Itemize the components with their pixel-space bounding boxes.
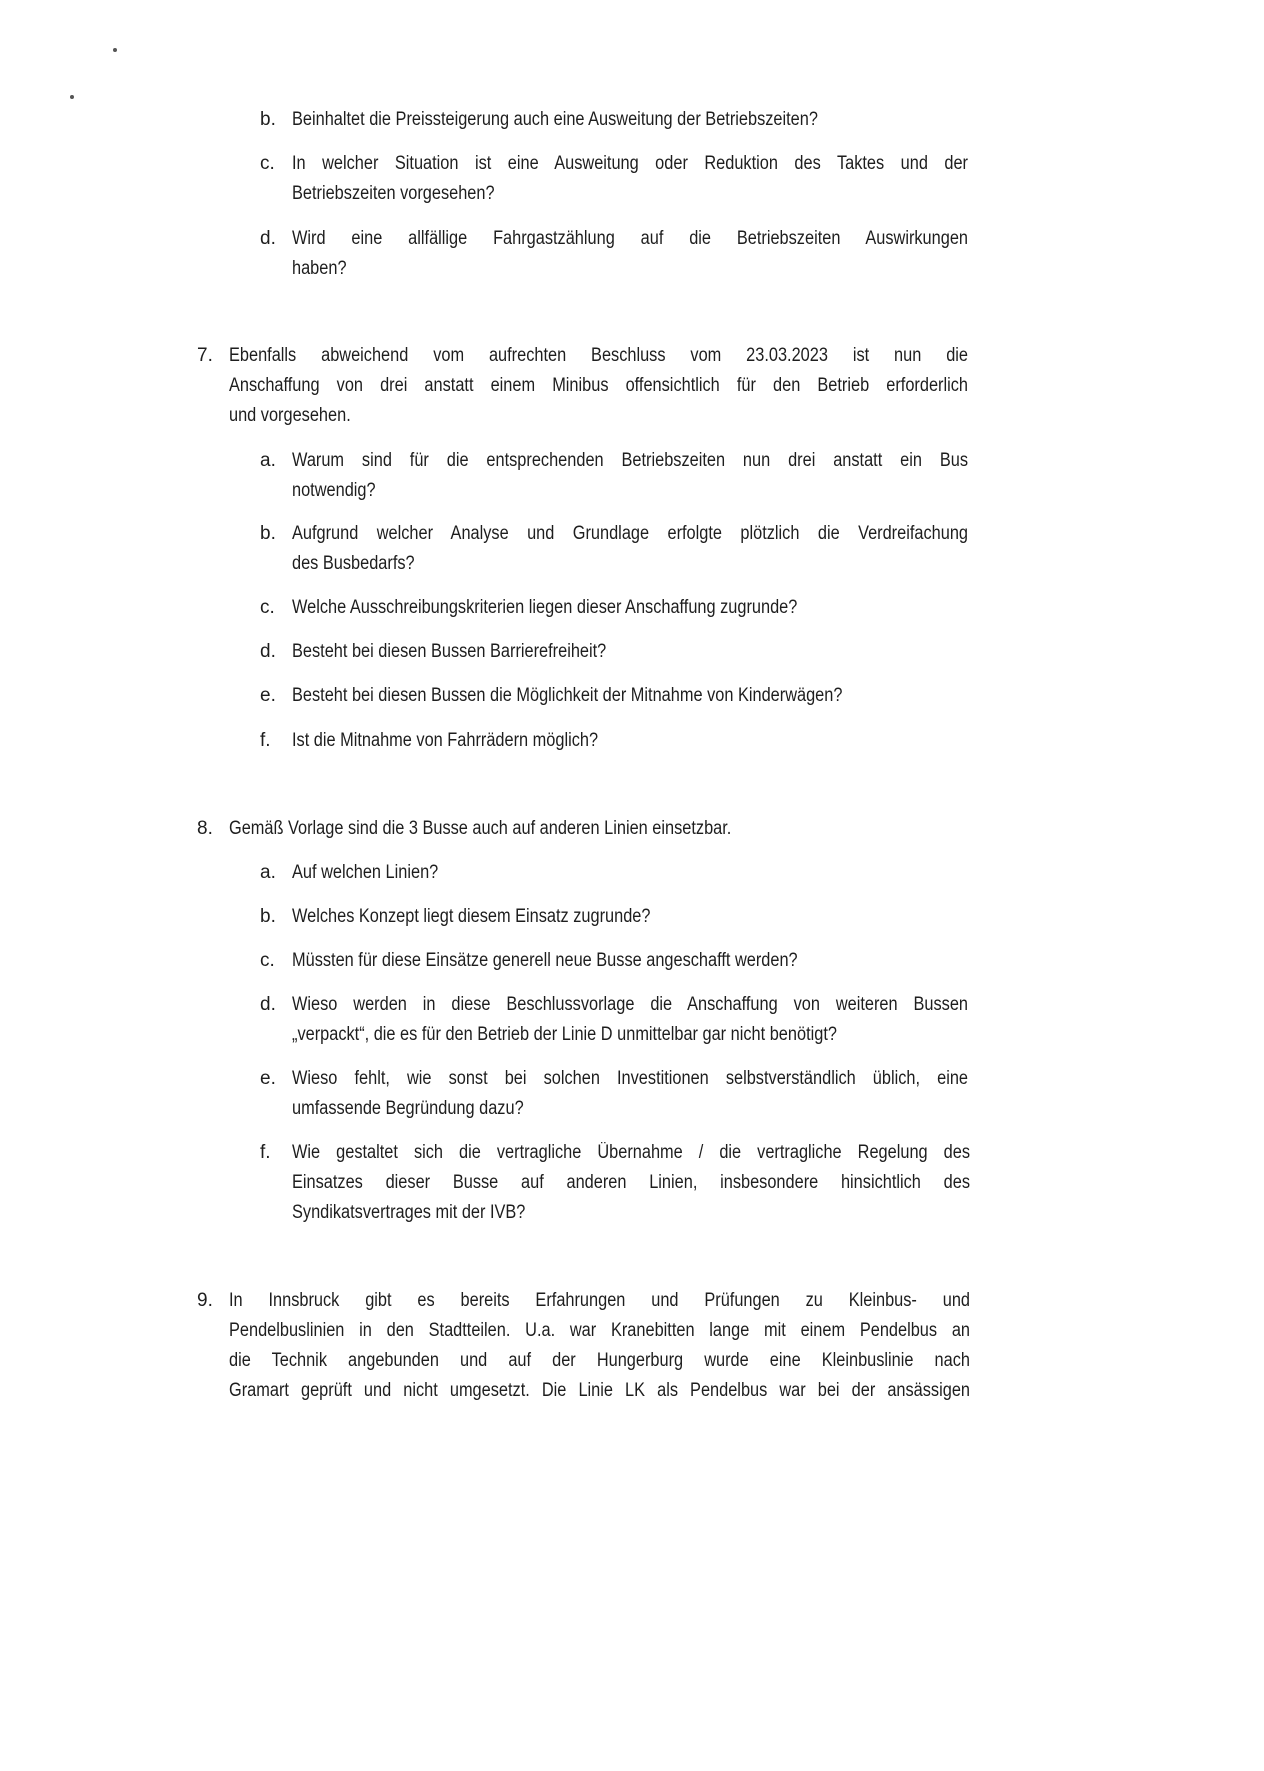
sub-text: Wieso werden in diese Beschlussvorlage die Anschaffung von weiteren Bussen — [292, 994, 969, 1015]
sub-letter: a. — [260, 862, 276, 883]
sub-letter: e. — [260, 1068, 276, 1089]
sub-text: notwendig? — [292, 480, 376, 501]
sub-letter: a. — [260, 450, 276, 471]
scan-speck — [113, 48, 117, 52]
scan-speck — [70, 95, 74, 99]
sub-text: Syndikatsvertrages mit der IVB? — [292, 1202, 526, 1223]
item-text: Pendelbuslinien in den Stadtteilen. U.a. war Kranebitten lange mit einem Pendelbus an — [229, 1320, 970, 1341]
sub-text: Welches Konzept liegt diesem Einsatz zugrunde? — [292, 906, 651, 927]
item-text: Gramart geprüft und nicht umgesetzt. Die Linie LK als Pendelbus war bei der ansässigen — [229, 1380, 970, 1401]
sub-text: des Busbedarfs? — [292, 553, 415, 574]
sub-letter: c. — [260, 597, 275, 618]
sub-letter: e. — [260, 685, 276, 706]
sub-text: Wie gestaltet sich die vertragliche Übernahme / die vertragliche Regelung des — [292, 1142, 971, 1163]
sub-letter: c. — [260, 950, 275, 971]
item-text: Anschaffung von drei anstatt einem Minibus offensichtlich für den Betrieb erforderlich — [229, 375, 968, 396]
item-text: Gemäß Vorlage sind die 3 Busse auch auf anderen Linien einsetzbar. — [229, 818, 732, 839]
sub-text: Einsatzes dieser Busse auf anderen Linien, insbesondere hinsichtlich des — [292, 1172, 970, 1193]
sub-letter: f. — [260, 1142, 271, 1163]
sub-text: Besteht bei diesen Bussen die Möglichkeit der Mitnahme von Kinderwägen? — [292, 685, 843, 706]
item-text: die Technik angebunden und auf der Hungerburg wurde eine Kleinbuslinie nach — [229, 1350, 970, 1371]
sub-letter: b. — [260, 906, 276, 927]
sub-text: Auf welchen Linien? — [292, 862, 439, 883]
sub-text: „verpackt“, die es für den Betrieb der Linie D unmittelbar gar nicht benötigt? — [292, 1024, 837, 1045]
sub-text: Beinhaltet die Preissteigerung auch eine Ausweitung der Betriebszeiten? — [292, 109, 818, 130]
item-text: und vorgesehen. — [229, 405, 351, 426]
sub-letter: d. — [260, 641, 276, 662]
sub-text: haben? — [292, 258, 347, 279]
sub-letter: c. — [260, 153, 275, 174]
item-text: In Innsbruck gibt es bereits Erfahrungen und Prüfungen zu Kleinbus- und — [229, 1290, 970, 1311]
item-text: Ebenfalls abweichend vom aufrechten Beschluss vom 23.03.2023 ist nun die — [229, 345, 968, 366]
item-number: 8. — [197, 818, 213, 839]
sub-letter: b. — [260, 523, 276, 544]
sub-text: Wieso fehlt, wie sonst bei solchen Investitionen selbstverständlich üblich, eine — [292, 1068, 969, 1089]
sub-text: Warum sind für die entsprechenden Betriebszeiten nun drei anstatt ein Bus — [292, 450, 969, 471]
sub-text: Welche Ausschreibungskriterien liegen dieser Anschaffung zugrunde? — [292, 597, 798, 618]
item-number: 7. — [197, 345, 213, 366]
sub-letter: d. — [260, 228, 276, 249]
sub-text: umfassende Begründung dazu? — [292, 1098, 524, 1119]
sub-text: In welcher Situation ist eine Ausweitung oder Reduktion des Taktes und der — [292, 153, 969, 174]
sub-text: Wird eine allfällige Fahrgastzählung auf die Betriebszeiten Auswirkungen — [292, 228, 969, 249]
sub-letter: d. — [260, 994, 276, 1015]
sub-text: Betriebszeiten vorgesehen? — [292, 183, 495, 204]
sub-text: Müssten für diese Einsätze generell neue Busse angeschafft werden? — [292, 950, 798, 971]
sub-letter: f. — [260, 730, 271, 751]
sub-text: Aufgrund welcher Analyse und Grundlage erfolgte plötzlich die Verdreifachung — [292, 523, 969, 544]
item-number: 9. — [197, 1290, 213, 1311]
sub-text: Ist die Mitnahme von Fahrrädern möglich? — [292, 730, 599, 751]
sub-text: Besteht bei diesen Bussen Barrierefreiheit? — [292, 641, 607, 662]
sub-letter: b. — [260, 109, 276, 130]
